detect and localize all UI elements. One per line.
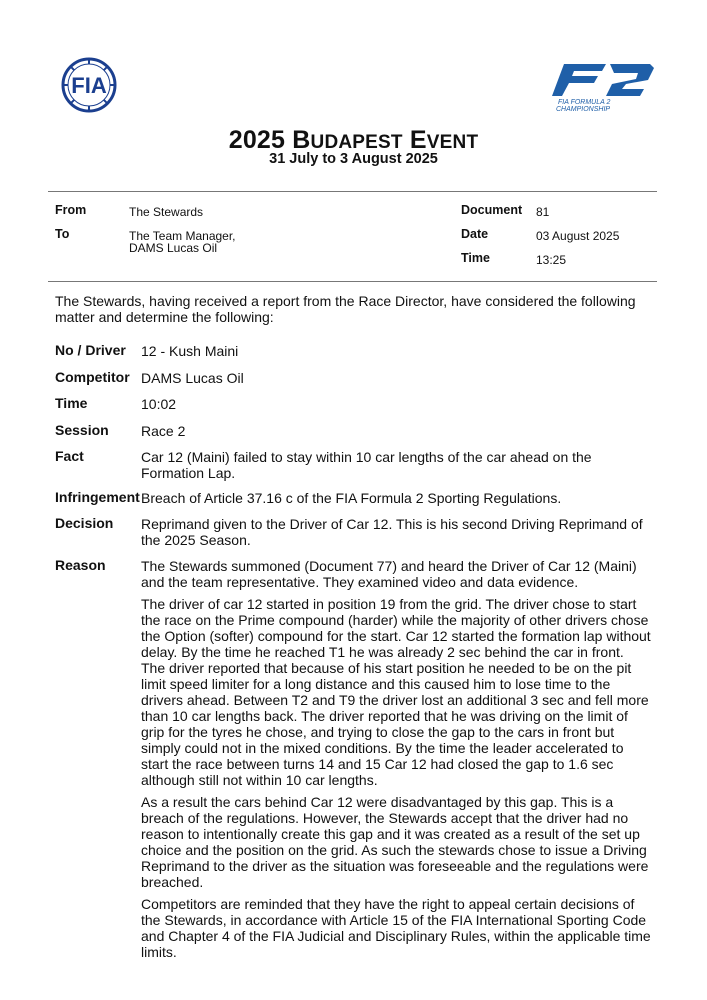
header-rule-bottom	[48, 281, 657, 282]
competitor-label: Competitor	[55, 369, 130, 385]
event-dates: 31 July to 3 August 2025	[269, 151, 438, 167]
reason-paragraph-3: As a result the cars behind Car 12 were disadvantaged by this gap. This is a breach of the regulations. However, the Stewards accept that the driver had no reason to intentionally create this gap and it was created as a result of the set up choice and the position on the grid. As such the stewards chose to issue a Driving Reprimand to the driver as the situation was foreseeable and the regulations were breached.	[141, 794, 649, 890]
to-value-line-1: The Team Manager,	[129, 229, 236, 243]
document-number: 81	[536, 205, 550, 219]
time-row-label: Time	[55, 395, 88, 411]
infringement-label: Infringement	[55, 489, 140, 505]
fact-label: Fact	[55, 448, 84, 464]
time-row-value: 10:02	[141, 396, 177, 412]
decision-value: Reprimand given to the Driver of Car 12. This is his second Driving Reprimand of the 2025 Season.	[141, 516, 643, 548]
from-label: From	[55, 203, 87, 217]
f2-logo-text-2: CHAMPIONSHIP	[556, 106, 611, 112]
to-label: To	[55, 227, 70, 241]
title-part-2: UDAPEST	[310, 132, 403, 153]
infringement-value: Breach of Article 37.16 c of the FIA Formula 2 Sporting Regulations.	[141, 490, 562, 506]
f2-championship-logo-icon	[550, 60, 660, 112]
decision-label: Decision	[55, 515, 114, 531]
title-part-1: 2025 B	[228, 126, 311, 154]
f2-logo-text-1: FIA FORMULA 2	[558, 99, 611, 106]
to-value-line-2: DAMS Lucas Oil	[129, 241, 218, 255]
session-value: Race 2	[141, 423, 186, 439]
fia-logo-icon	[47, 57, 131, 113]
time-label: Time	[461, 251, 490, 265]
intro-paragraph: The Stewards, having received a report from the Race Director, have considered the following matter and determine the following:	[55, 293, 636, 325]
session-label: Session	[55, 422, 109, 438]
reason-paragraph-1: The Stewards summoned (Document 77) and heard the Driver of Car 12 (Maini) and the team representative. They examined video and data evidence.	[141, 558, 637, 590]
title-part-5: VENT	[426, 132, 479, 153]
reason-paragraph-4: Competitors are reminded that they have the right to appeal certain decisions of the Stewards, in accordance with Article 15 of the FIA International Sporting Code and Chapter 4 of the FIA Judicial and Disciplinary Rules, within the applicable time limits.	[141, 896, 651, 960]
header-rule-top	[48, 191, 657, 192]
reason-label: Reason	[55, 557, 106, 573]
fact-value: Car 12 (Maini) failed to stay within 10 car lengths of the car ahead on the Formation Lap.	[141, 449, 592, 481]
title-part-4: E	[409, 126, 427, 154]
time-value: 13:25	[536, 253, 567, 267]
date-label: Date	[461, 227, 489, 241]
reason-text	[141, 558, 651, 966]
from-value: The Stewards	[129, 205, 204, 219]
date-value: 03 August 2025	[536, 229, 620, 243]
document-label: Document	[461, 203, 523, 217]
title-part-3	[403, 126, 410, 154]
reason-paragraph-2: The driver of car 12 started in position 19 from the grid. The driver chose to start the race on the Prime compound (harder) while the majority of other drivers chose the Option (softer) compound for the start. Car 12 started the formation lap without delay. By the time he reached T1 he was already 2 sec behind the car in front. The driver reported that because of his start position he needed to be on the pit limit speed limiter for a long distance and this caused him to lose time to the drivers ahead. Between T2 and T9 the driver lost an additional 3 sec and fell more than 10 car lengths back. The driver reported that he was driving on the limit of grip for the tyres he chose, and trying to close the gap to the cars in front but simply could not in the mixed conditions. By the time the leader accelerated to start the race between turns 14 and 15 Car 12 had closed the gap to 1.6 sec although still not within 10 car lengths.	[141, 596, 651, 788]
competitor-value: DAMS Lucas Oil	[141, 370, 244, 386]
driver-label: No / Driver	[55, 342, 126, 358]
driver-value: 12 - Kush Maini	[141, 343, 239, 359]
fia-logo-text: FIA	[71, 73, 107, 98]
